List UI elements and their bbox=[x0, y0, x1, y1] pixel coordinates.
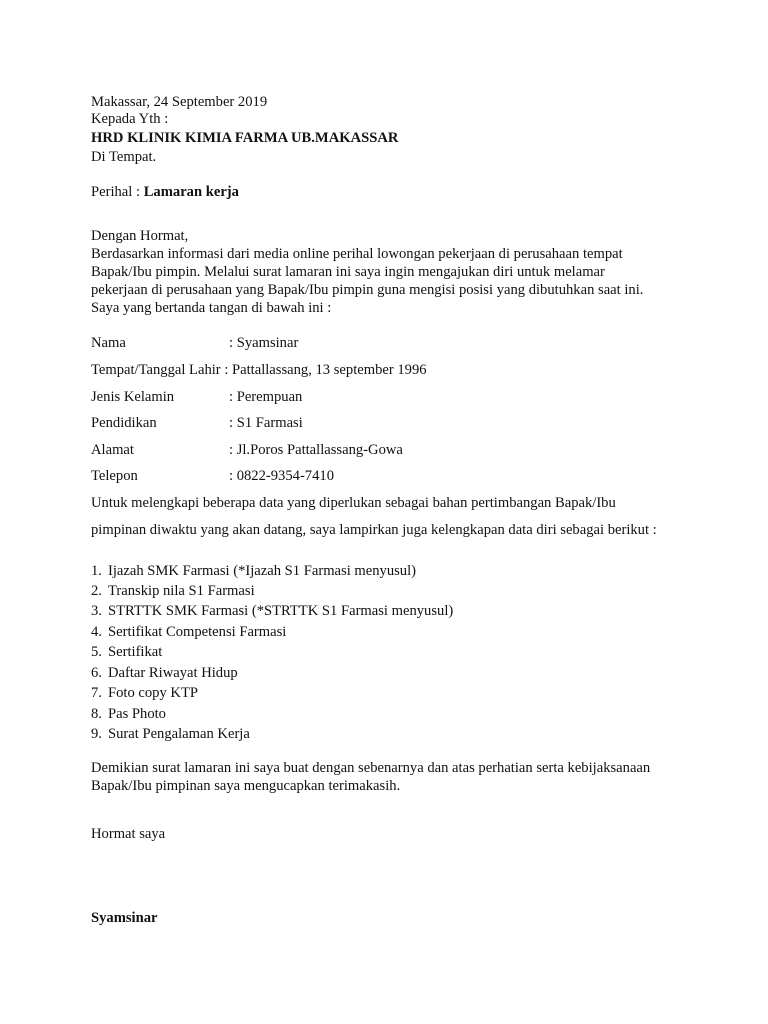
intro-line: pekerjaan di perusahaan yang Bapak/Ibu pimpin guna mengisi posisi yang dibutuhkan saat ini. bbox=[91, 282, 644, 298]
field-label-telepon: Telepon bbox=[91, 468, 138, 484]
field-label-nama: Nama bbox=[91, 335, 126, 351]
list-num: 4. bbox=[91, 624, 102, 640]
field-label-pendidikan: Pendidikan bbox=[91, 415, 157, 431]
recipient: HRD KLINIK KIMIA FARMA UB.MAKASSAR bbox=[91, 130, 399, 146]
intro-line: Saya yang bertanda tangan di bawah ini : bbox=[91, 300, 332, 316]
attach-line: pimpinan diwaktu yang akan datang, saya lampirkan juga kelengkapan data diri sebagai berikut : bbox=[91, 522, 657, 538]
greeting: Dengan Hormat, bbox=[91, 228, 189, 244]
field-value-telepon: : 0822-9354-7410 bbox=[229, 468, 334, 484]
list-item bbox=[91, 664, 238, 682]
list-item bbox=[91, 623, 286, 641]
intro-line: Berdasarkan informasi dari media online perihal lowongan pekerjaan di perusahaan tempat bbox=[91, 246, 623, 262]
list-num: 2. bbox=[91, 583, 102, 599]
list-text: Pas Photo bbox=[108, 706, 166, 722]
list-text: Surat Pengalaman Kerja bbox=[108, 726, 250, 742]
list-num: 8. bbox=[91, 706, 102, 722]
list-text: Transkip nila S1 Farmasi bbox=[108, 583, 255, 599]
list-item bbox=[91, 725, 250, 743]
date-line: Makassar, 24 September 2019 bbox=[91, 94, 268, 110]
field-value-ttl: : Pattallassang, 13 september 1996 bbox=[224, 362, 427, 378]
list-num: 9. bbox=[91, 726, 102, 742]
attach-line: Untuk melengkapi beberapa data yang diperlukan sebagai bahan pertimbangan Bapak/Ibu bbox=[91, 495, 616, 511]
list-text: Foto copy KTP bbox=[108, 685, 198, 701]
list-item bbox=[91, 602, 453, 620]
signature-name: Syamsinar bbox=[91, 910, 158, 926]
field-label-jenis-kelamin: Jenis Kelamin bbox=[91, 389, 175, 405]
list-text: Ijazah SMK Farmasi (*Ijazah S1 Farmasi menyusul) bbox=[108, 563, 417, 579]
subject-value: Lamaran kerja bbox=[143, 184, 239, 200]
list-item bbox=[91, 582, 255, 600]
closing-line: Demikian surat lamaran ini saya buat dengan sebenarnya dan atas perhatian serta kebijaksanaan bbox=[91, 760, 651, 776]
list-item bbox=[91, 684, 198, 702]
list-num: 3. bbox=[91, 603, 102, 619]
list-num: 1. bbox=[91, 563, 102, 579]
list-num: 7. bbox=[91, 685, 102, 701]
list-text: Daftar Riwayat Hidup bbox=[108, 665, 238, 681]
closing-line: Bapak/Ibu pimpinan saya mengucapkan terimakasih. bbox=[91, 778, 401, 794]
field-value-alamat: : Jl.Poros Pattallassang-Gowa bbox=[229, 442, 403, 458]
list-item bbox=[91, 562, 416, 580]
field-row-ttl bbox=[91, 361, 427, 379]
place: Di Tempat. bbox=[91, 149, 157, 165]
list-item bbox=[91, 643, 162, 661]
field-label-ttl: Tempat/Tanggal Lahir bbox=[91, 362, 221, 378]
list-num: 6. bbox=[91, 665, 102, 681]
field-value-jenis-kelamin: : Perempuan bbox=[229, 389, 303, 405]
list-num: 5. bbox=[91, 644, 102, 660]
list-item bbox=[91, 705, 166, 723]
list-text: Sertifikat Competensi Farmasi bbox=[108, 624, 287, 640]
field-label-alamat: Alamat bbox=[91, 442, 134, 458]
regards: Hormat saya bbox=[91, 826, 166, 842]
subject-line bbox=[91, 183, 239, 201]
intro-line: Bapak/Ibu pimpin. Melalui surat lamaran ini saya ingin mengajukan diri untuk melamar bbox=[91, 264, 605, 280]
list-text: Sertifikat bbox=[108, 644, 163, 660]
subject-label: Perihal : bbox=[91, 184, 144, 200]
field-value-pendidikan: : S1 Farmasi bbox=[229, 415, 303, 431]
to-label: Kepada Yth : bbox=[91, 111, 169, 127]
list-text: STRTTK SMK Farmasi (*STRTTK S1 Farmasi menyusul) bbox=[108, 603, 454, 619]
field-value-nama: : Syamsinar bbox=[229, 335, 299, 351]
